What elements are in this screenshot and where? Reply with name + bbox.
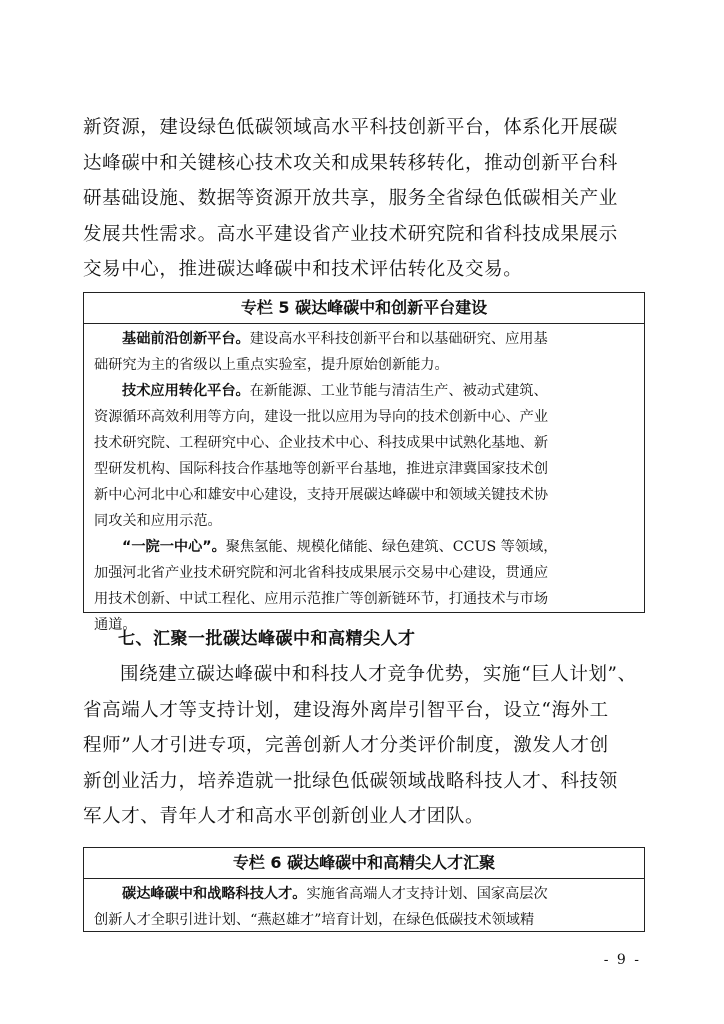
column-box-content: [84, 324, 644, 640]
box-item-text: 聚焦氢能、规模化储能、绿色建筑、CCUS 等领域，: [225, 539, 558, 555]
box-item-line: 加强河北省产业技术研究院和河北省科技成果展示交易中心建设，贯通应: [94, 565, 549, 581]
box-item-text: 实施省高端人才支持计划、国家高层次: [306, 886, 548, 902]
paragraph-line: 达峰碳中和关键核心技术攻关和成果转移转化，推动创新平台科: [83, 152, 618, 174]
box-item-line: 型研发机构、国际科技合作基地等创新平台基地，推进京津冀国家技术创: [94, 461, 549, 477]
box-item-heading: “一院一中心”。: [122, 539, 226, 555]
body-paragraph-2: [83, 657, 637, 835]
paragraph-line: 省高端人才等支持计划，建设海外离岸引智平台，设立“海外工: [83, 699, 609, 721]
box-item-heading: 基础前沿创新平台。: [122, 331, 250, 347]
box-item-line: 技术研究院、工程研究中心、企业技术中心、科技成果中试熟化基地、新: [94, 435, 549, 451]
box-item-line: 新中心河北中心和雄安中心建设，支持开展碳达峰碳中和领域关键技术协: [94, 487, 549, 503]
box-item-basic-platform: [94, 326, 636, 352]
body-paragraph-1: [83, 110, 618, 288]
box-item-line: 用技术创新、中试工程化、应用示范推广等创新链环节，打通技术与市场: [94, 591, 549, 607]
paragraph-line: 新资源，建设绿色低碳领域高水平科技创新平台，体系化开展碳: [83, 117, 618, 138]
column-box-6: [83, 847, 645, 932]
column-box-5: [83, 292, 645, 633]
column-box-title: 专栏 5 碳达峰碳中和创新平台建设: [84, 293, 644, 324]
box-item-line: 同攻关和应用示范。: [94, 513, 222, 529]
paragraph-line: 发展共性需求。高水平建设省产业技术研究院和省科技成果展示: [83, 223, 618, 245]
page-number: - 9 -: [603, 952, 641, 968]
box-item-line: 通道。: [94, 617, 137, 633]
box-item-line: 创新人才全职引进计划、“燕赵雄才”培育计划，在绿色低碳技术领域精: [94, 912, 535, 928]
paragraph-line: 程师”人才引进专项，完善创新人才分类评价制度，激发人才创: [83, 735, 609, 756]
box-item-one-institute-one-center: [94, 534, 636, 560]
box-item-line: 资源循环高效利用等方向，建设一批以应用为导向的技术创新中心、产业: [94, 409, 549, 425]
box-item-heading: 碳达峰碳中和战略科技人才。: [122, 886, 307, 902]
box-item-transfer-platform: [94, 378, 636, 404]
box-item-line: 础研究为主的省级以上重点实验室，提升原始创新能力。: [94, 357, 449, 373]
section-heading: 七、汇聚一批碳达峰碳中和高精尖人才: [118, 629, 416, 649]
paragraph-line: 研基础设施、数据等资源开放共享，服务全省绿色低碳相关产业: [83, 188, 618, 209]
box-item-strategic-talent: [94, 881, 636, 907]
box-item-text: 建设高水平科技创新平台和以基础研究、应用基: [249, 331, 548, 347]
box-item-text: 在新能源、工业节能与清洁生产、被动式建筑、: [249, 383, 548, 399]
paragraph-line: 新创业活力，培养造就一批绿色低碳领域战略科技人才、科技领: [83, 770, 618, 792]
column-box-title: 专栏 6 碳达峰碳中和高精尖人才汇聚: [84, 848, 644, 879]
paragraph-line: 军人才、青年人才和高水平创新创业人才团队。: [83, 806, 485, 827]
paragraph-line: 围绕建立碳达峰碳中和科技人才竞争优势，实施“巨人计划”、: [120, 664, 637, 685]
paragraph-line: 交易中心，推进碳达峰碳中和技术评估转化及交易。: [83, 259, 523, 280]
column-box-content: [84, 879, 644, 935]
box-item-heading: 技术应用转化平台。: [122, 383, 250, 399]
